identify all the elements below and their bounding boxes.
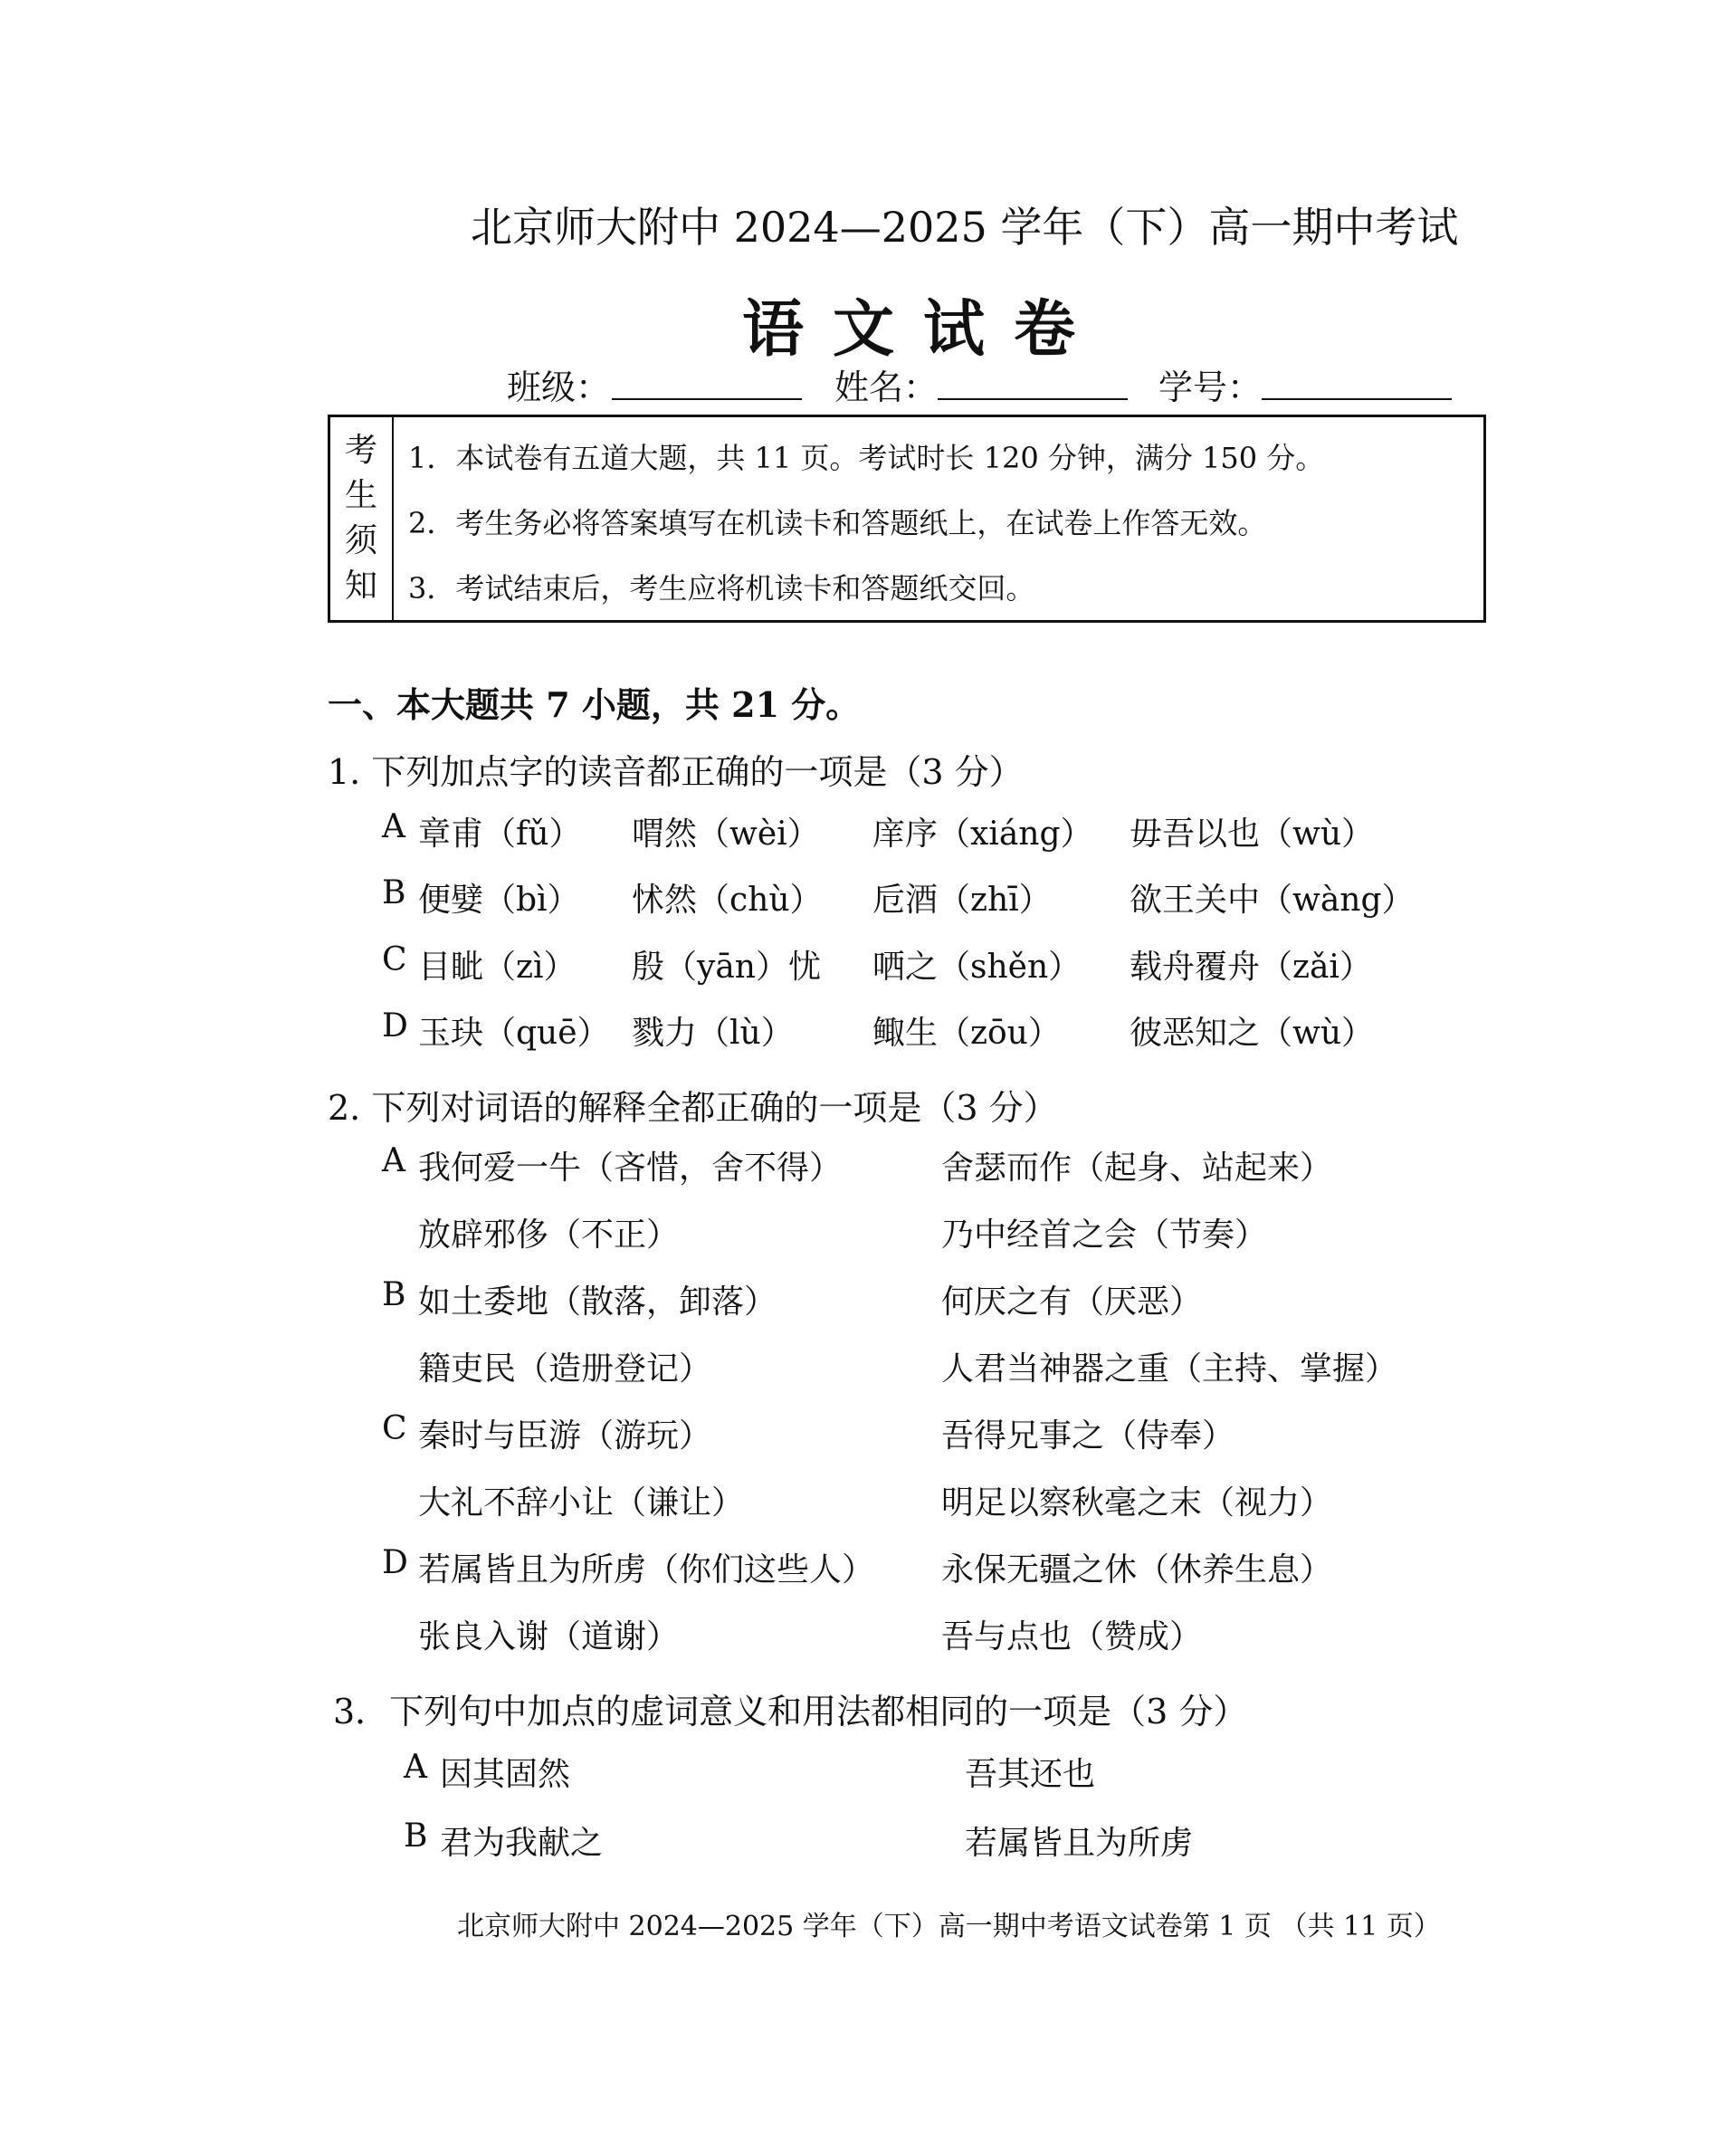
q3-option-b-item: 若属皆且为所虏 xyxy=(965,1825,1194,1862)
notice-label-char: 知 xyxy=(345,568,378,605)
q1-option-b-item: 便嬖（bì） xyxy=(418,882,580,919)
q3-option-letter[interactable]: A xyxy=(404,1749,427,1786)
q1-option-a-item: 庠序（xiáng） xyxy=(872,816,1093,853)
paper-title: 语文试卷 xyxy=(742,293,1105,366)
q1-option-letter[interactable]: D xyxy=(382,1007,408,1045)
q2-option-d-item: 若属皆且为所虏（你们这些人） xyxy=(418,1551,875,1588)
q2-option-b-item: 如土委地（散落，卸落） xyxy=(418,1283,777,1321)
class-blank[interactable] xyxy=(612,398,802,400)
q2-option-d-item: 吾与点也（赞成） xyxy=(941,1618,1203,1655)
q2-option-letter[interactable]: B xyxy=(382,1276,406,1313)
q2-option-a-item: 乃中经首之会（节奏） xyxy=(941,1216,1268,1254)
q1-option-a-item: 章甫（fǔ） xyxy=(418,816,582,853)
q2-option-c-item: 明足以察秋毫之末（视力） xyxy=(941,1484,1333,1522)
q1-option-b-item: 欲王关中（wàng） xyxy=(1130,882,1415,919)
q2-option-letter[interactable]: A xyxy=(382,1142,405,1179)
notice-item: 2．考生务必将答案填写在机读卡和答题纸上，在试卷上作答无效。 xyxy=(408,506,1267,540)
student-id-blank[interactable] xyxy=(1262,398,1452,400)
q1-option-d-item: 玉玦（quē） xyxy=(418,1015,610,1052)
notice-label xyxy=(330,417,394,620)
q1-option-c-item: 哂之（shěn） xyxy=(872,949,1082,986)
page-footer: 北京师大附中 2024—2025 学年（下）高一期中考语文试卷第 1 页 （共 11 页） xyxy=(457,1911,1441,1942)
student-id-label: 学号： xyxy=(1158,367,1263,407)
q1-option-c-item: 目眦（zì） xyxy=(418,949,577,986)
notice-label-char: 须 xyxy=(345,522,378,559)
q1-option-letter[interactable]: A xyxy=(382,808,405,845)
question-2-stem: 2. 下列对词语的解释全都正确的一项是（3 分） xyxy=(328,1088,1058,1128)
question-3-stem: 3．下列句中加点的虚词意义和用法都相同的一项是（3 分） xyxy=(333,1692,1248,1731)
exam-header: 北京师大附中 2024—2025 学年（下）高一期中考试 xyxy=(471,203,1459,252)
q3-option-b-item: 君为我献之 xyxy=(440,1825,604,1862)
q2-option-letter[interactable]: C xyxy=(382,1410,407,1447)
q1-option-c-item: 载舟覆舟（zǎi） xyxy=(1130,949,1372,986)
notice-label-char: 考 xyxy=(345,432,378,469)
q2-option-b-item: 籍吏民（造册登记） xyxy=(418,1350,712,1388)
q1-option-c-item: 殷（yān）忧 xyxy=(632,949,821,986)
q3-option-letter[interactable]: B xyxy=(404,1817,428,1855)
notice-item: 3．考试结束后，考生应将机读卡和答题纸交回。 xyxy=(408,571,1035,606)
q1-option-b-item: 怵然（chù） xyxy=(632,882,823,919)
q2-option-b-item: 人君当神器之重（主持、掌握） xyxy=(941,1350,1398,1388)
q1-option-d-item: 彼恶知之（wù） xyxy=(1130,1015,1375,1052)
q1-option-d-item: 鲰生（zōu） xyxy=(872,1015,1061,1052)
q2-option-c-item: 大礼不辞小让（谦让） xyxy=(418,1484,745,1522)
notice-label-char: 生 xyxy=(345,477,378,514)
q2-option-letter[interactable]: D xyxy=(382,1544,408,1581)
q2-option-c-item: 秦时与臣游（游玩） xyxy=(418,1417,712,1455)
notice-item: 1．本试卷有五道大题，共 11 页。考试时长 120 分钟，满分 150 分。 xyxy=(408,441,1325,475)
class-label: 班级： xyxy=(507,367,611,407)
q2-option-d-item: 永保无疆之休（休养生息） xyxy=(941,1551,1333,1588)
notice-box xyxy=(328,415,1486,623)
section-heading: 一、本大题共 7 小题，共 21 分。 xyxy=(328,684,861,725)
name-blank[interactable] xyxy=(938,398,1128,400)
q1-option-letter[interactable]: B xyxy=(382,874,406,911)
q2-option-b-item: 何厌之有（厌恶） xyxy=(941,1283,1203,1321)
name-label: 姓名： xyxy=(834,367,939,407)
q2-option-d-item: 张良入谢（道谢） xyxy=(418,1618,680,1655)
q3-option-a-item: 因其固然 xyxy=(440,1756,571,1793)
question-1-stem: 1. 下列加点字的读音都正确的一项是（3 分） xyxy=(328,752,1024,792)
q1-option-a-item: 毋吾以也（wù） xyxy=(1130,816,1375,853)
q2-option-a-item: 放辟邪侈（不正） xyxy=(418,1216,680,1254)
q3-option-a-item: 吾其还也 xyxy=(965,1756,1096,1793)
q1-option-letter[interactable]: C xyxy=(382,941,407,978)
q2-option-c-item: 吾得兄事之（侍奉） xyxy=(941,1417,1235,1455)
q2-option-a-item: 舍瑟而作（起身、站起来） xyxy=(941,1150,1333,1187)
q1-option-b-item: 卮酒（zhī） xyxy=(872,882,1052,919)
q1-option-a-item: 喟然（wèi） xyxy=(632,816,820,853)
q1-option-d-item: 戮力（lù） xyxy=(632,1015,794,1052)
q2-option-a-item: 我何爱一牛（吝惜，舍不得） xyxy=(418,1150,843,1187)
